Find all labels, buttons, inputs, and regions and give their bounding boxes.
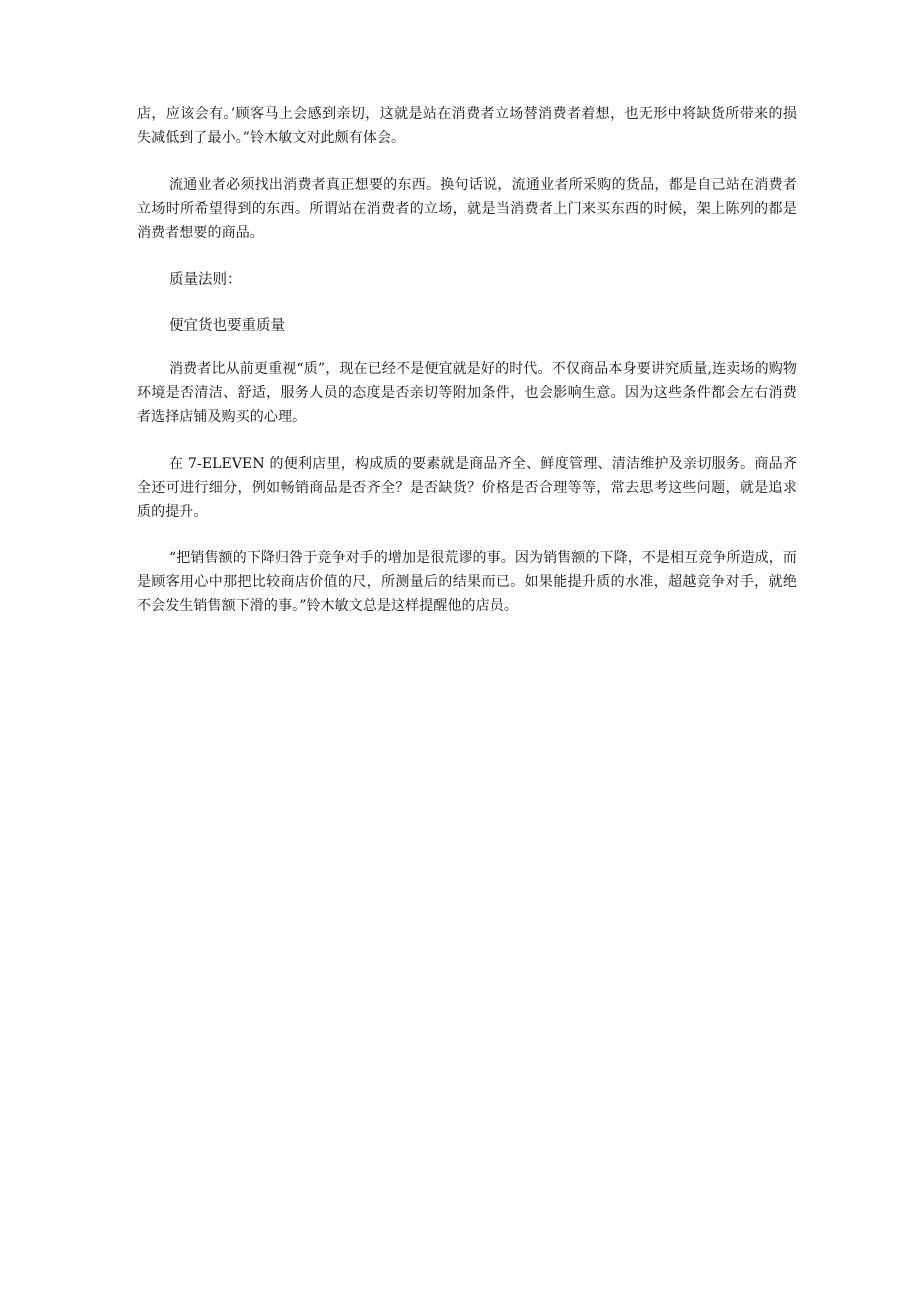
paragraph-3-block <box>137 357 797 429</box>
paragraph-4: 在 7-ELEVEN 的便利店里，构成质的要素就是商品齐全、鲜度管理、清洁维护及亲切服务。商品齐全还可进行细分，例如畅销商品是否齐全？是否缺货？价格是否合理等等，常去思考这些问题，就是追求质的提升。 <box>137 456 797 520</box>
section-subheading-cheap-goods: 便宜货也要重质量 <box>169 318 285 334</box>
paragraph-5-block <box>137 546 797 618</box>
section-heading-quality-rule: 质量法则： <box>169 272 242 288</box>
paragraph-1: 店，应该会有。’顾客马上会感到亲切，这就是站在消费者立场替消费者着想，也无形中将缺货所带来的损失减低到了最小。”铃木敏文对此颇有体会。 <box>137 106 797 146</box>
paragraph-1-block <box>137 102 797 150</box>
paragraph-5: “把销售额的下降归咎于竞争对手的增加是很荒谬的事。因为销售额的下降，不是相互竞争所造成，而是顾客用心中那把比较商店价值的尺，所测量后的结果而已。如果能提升质的水准，超越竞争对手，就绝不会发生销售额下滑的事。”铃木敏文总是这样提醒他的店员。 <box>137 550 797 614</box>
paragraph-2: 流通业者必须找出消费者真正想要的东西。换句话说，流通业者所采购的货品，都是自己站在消费者立场时所希望得到的东西。所谓站在消费者的立场，就是当消费者上门来买东西的时候，架上陈列的都是消费者想要的商品。 <box>137 177 797 241</box>
paragraph-4-block <box>137 452 797 524</box>
paragraph-2-block <box>137 173 797 245</box>
paragraph-3: 消费者比从前更重视“质”，现在已经不是便宜就是好的时代。不仅商品本身要讲究质量,连卖场的购物环境是否清洁、舒适，服务人员的态度是否亲切等附加条件，也会影响生意。因为这些条件都会左右消费者选择店铺及购买的心理。 <box>137 361 797 425</box>
